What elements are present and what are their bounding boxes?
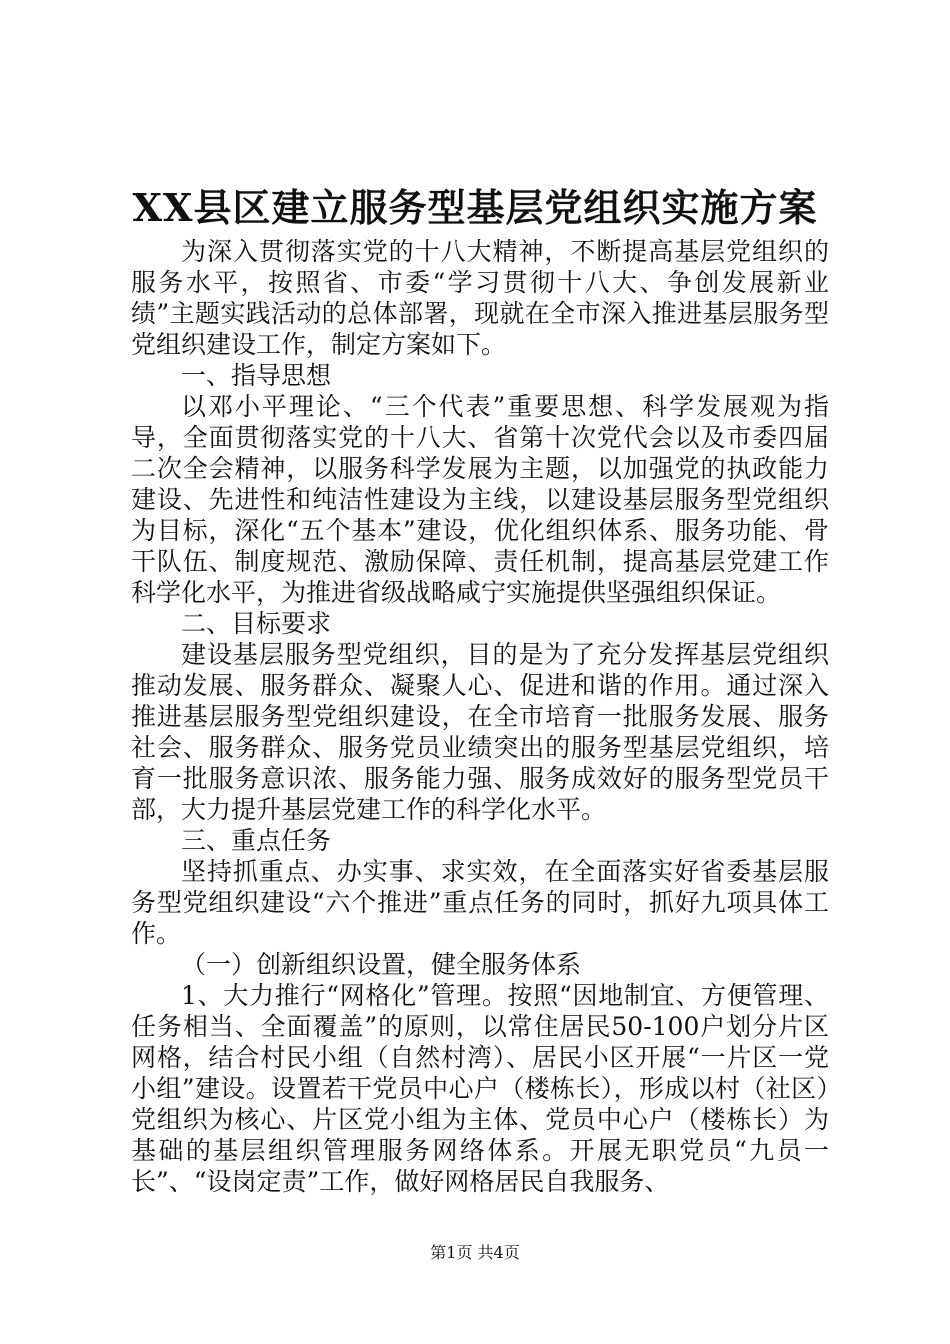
document-body [131,236,829,1197]
grid-management-paragraph: 1、大力推行“网格化”管理。按照“因地制宜、方便管理、任务相当、全面覆盖”的原则，以常住居民50-100户划分片区网格，结合村民小组（自然村湾）、居民小区开展“一片区一党小组”建设。设置若干党员中心户（楼栋长），形成以村（社区）党组织为核心、片区党小组为主体、党员中心户（楼栋长）为基础的基层组织管理服务网络体系。开展无职党员“九员一长”、“设岗定责”工作，做好网格居民自我服务、 [131,981,829,1196]
document-title: XX县区建立服务型基层党组织实施方案 [132,185,818,230]
section-heading-key-tasks: 三、重点任务 [181,826,332,855]
subsection-heading-1: （一）创新组织设置，健全服务体系 [181,950,582,979]
goals-paragraph: 建设基层服务型党组织，目的是为了充分发挥基层党组织推动发展、服务群众、凝聚人心、促进和谐的作用。通过深入推进基层服务型党组织建设，在全市培育一批服务发展、服务社会、服务群众、服务党员业绩突出的服务型基层党组织，培育一批服务意识浓、服务能力强、服务成效好的服务型党员干部，大力提升基层党建工作的科学化水平。 [131,640,829,824]
intro-paragraph: 为深入贯彻落实党的十八大精神，不断提高基层党组织的服务水平，按照省、市委“学习贯彻十八大、争创发展新业绩”主题实践活动的总体部署，现就在全市深入推进基层服务型党组织建设工作，制定方案如下。 [131,237,829,359]
section-heading-guiding-thought: 一、指导思想 [181,361,332,390]
section-heading-goals: 二、目标要求 [181,609,332,638]
guiding-thought-paragraph: 以邓小平理论、“三个代表”重要思想、科学发展观为指导，全面贯彻落实党的十八大、省第十次党代会以及市委四届二次全会精神，以服务科学发展为主题，以加强党的执政能力建设、先进性和纯洁性建设为主线，以建设基层服务型党组织为目标，深化“五个基本”建设，优化组织体系、服务功能、骨干队伍、制度规范、激励保障、责任机制，提高基层党建工作科学化水平，为推进省级战略咸宁实施提供坚强组织保证。 [131,392,829,607]
page-footer: 第1页 共4页 [430,1243,520,1262]
key-tasks-paragraph: 坚持抓重点、办实事、求实效，在全面落实好省委基层服务型党组织建设“六个推进”重点任务的同时，抓好九项具体工作。 [131,857,829,948]
